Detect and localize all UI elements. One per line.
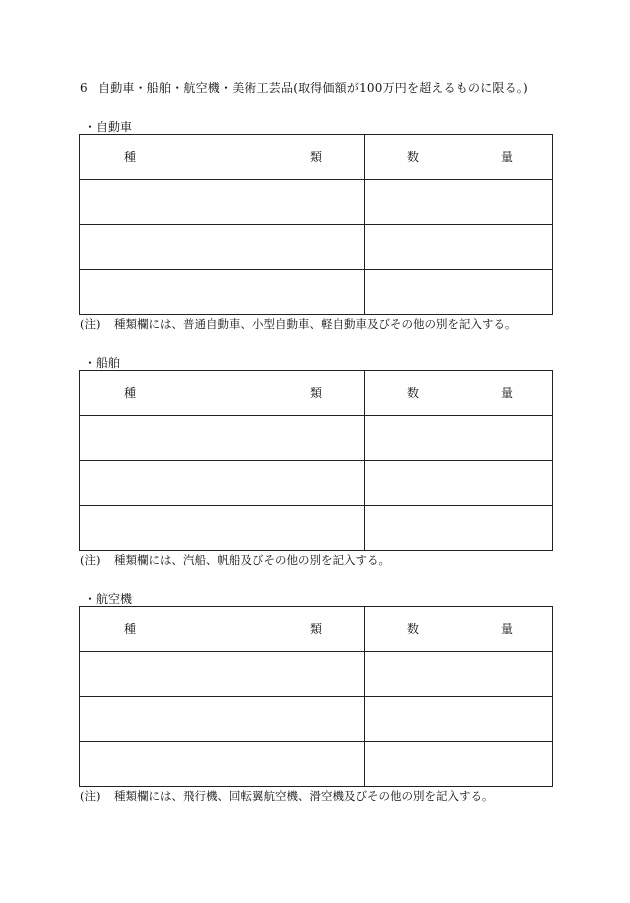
- note-text: 種類欄には、普通自動車、小型自動車、軽自動車及びその他の別を記入する。: [114, 317, 517, 331]
- note-text: 種類欄には、汽船、帆船及びその他の別を記入する。: [114, 553, 390, 567]
- kind-header-char-2: 類: [310, 150, 323, 164]
- quantity-header-char-1: 数: [407, 386, 420, 400]
- kind-header: [80, 371, 365, 416]
- section-note: [80, 552, 390, 568]
- section-note: [80, 316, 517, 332]
- kind-header-char-1: 種: [124, 386, 137, 400]
- table-row: [80, 270, 553, 315]
- quantity-cell[interactable]: [365, 416, 553, 461]
- kind-cell[interactable]: [80, 506, 365, 551]
- section-title: ・船舶: [84, 356, 121, 370]
- kind-header: [80, 135, 365, 180]
- table-row: [80, 652, 553, 697]
- quantity-header-char-2: 量: [501, 622, 514, 636]
- table-row: [80, 697, 553, 742]
- kind-cell[interactable]: [80, 652, 365, 697]
- quantity-header-char-1: 数: [407, 622, 420, 636]
- quantity-cell[interactable]: [365, 652, 553, 697]
- table-row: [80, 506, 553, 551]
- kind-cell[interactable]: [80, 416, 365, 461]
- table-row: [80, 742, 553, 787]
- kind-cell[interactable]: [80, 742, 365, 787]
- note-tag: (注): [80, 317, 101, 331]
- table-row: [80, 461, 553, 506]
- heading-text: 自動車・船舶・航空機・美術工芸品(取得価額が100万円を超えるものに限る。): [98, 81, 528, 95]
- table-row: [80, 225, 553, 270]
- quantity-cell[interactable]: [365, 697, 553, 742]
- kind-header: [80, 607, 365, 652]
- section-title: ・航空機: [84, 592, 133, 606]
- heading-number: 6: [80, 81, 88, 95]
- kind-cell[interactable]: [80, 461, 365, 506]
- quantity-cell[interactable]: [365, 225, 553, 270]
- page-heading: [80, 79, 528, 97]
- note-text: 種類欄には、飛行機、回転翼航空機、滑空機及びその他の別を記入する。: [114, 789, 494, 803]
- section-title: ・自動車: [84, 120, 133, 134]
- table-row: [80, 416, 553, 461]
- quantity-header-char-2: 量: [501, 150, 514, 164]
- note-tag: (注): [80, 553, 101, 567]
- quantity-header: [365, 371, 553, 416]
- quantity-header: [365, 607, 553, 652]
- quantity-cell[interactable]: [365, 742, 553, 787]
- quantity-cell[interactable]: [365, 270, 553, 315]
- kind-header-char-2: 類: [310, 386, 323, 400]
- kind-cell[interactable]: [80, 270, 365, 315]
- asset-table: [79, 606, 553, 787]
- kind-cell[interactable]: [80, 180, 365, 225]
- kind-header-char-2: 類: [310, 622, 323, 636]
- quantity-cell[interactable]: [365, 461, 553, 506]
- quantity-cell[interactable]: [365, 506, 553, 551]
- section-note: [80, 788, 494, 804]
- kind-header-char-1: 種: [124, 150, 137, 164]
- note-tag: (注): [80, 789, 101, 803]
- kind-cell[interactable]: [80, 697, 365, 742]
- table-header-row: [80, 371, 553, 416]
- quantity-header-char-2: 量: [501, 386, 514, 400]
- asset-table: [79, 370, 553, 551]
- kind-cell[interactable]: [80, 225, 365, 270]
- quantity-header-char-1: 数: [407, 150, 420, 164]
- table-row: [80, 180, 553, 225]
- table-header-row: [80, 607, 553, 652]
- quantity-header: [365, 135, 553, 180]
- table-header-row: [80, 135, 553, 180]
- quantity-cell[interactable]: [365, 180, 553, 225]
- asset-table: [79, 134, 553, 315]
- kind-header-char-1: 種: [124, 622, 137, 636]
